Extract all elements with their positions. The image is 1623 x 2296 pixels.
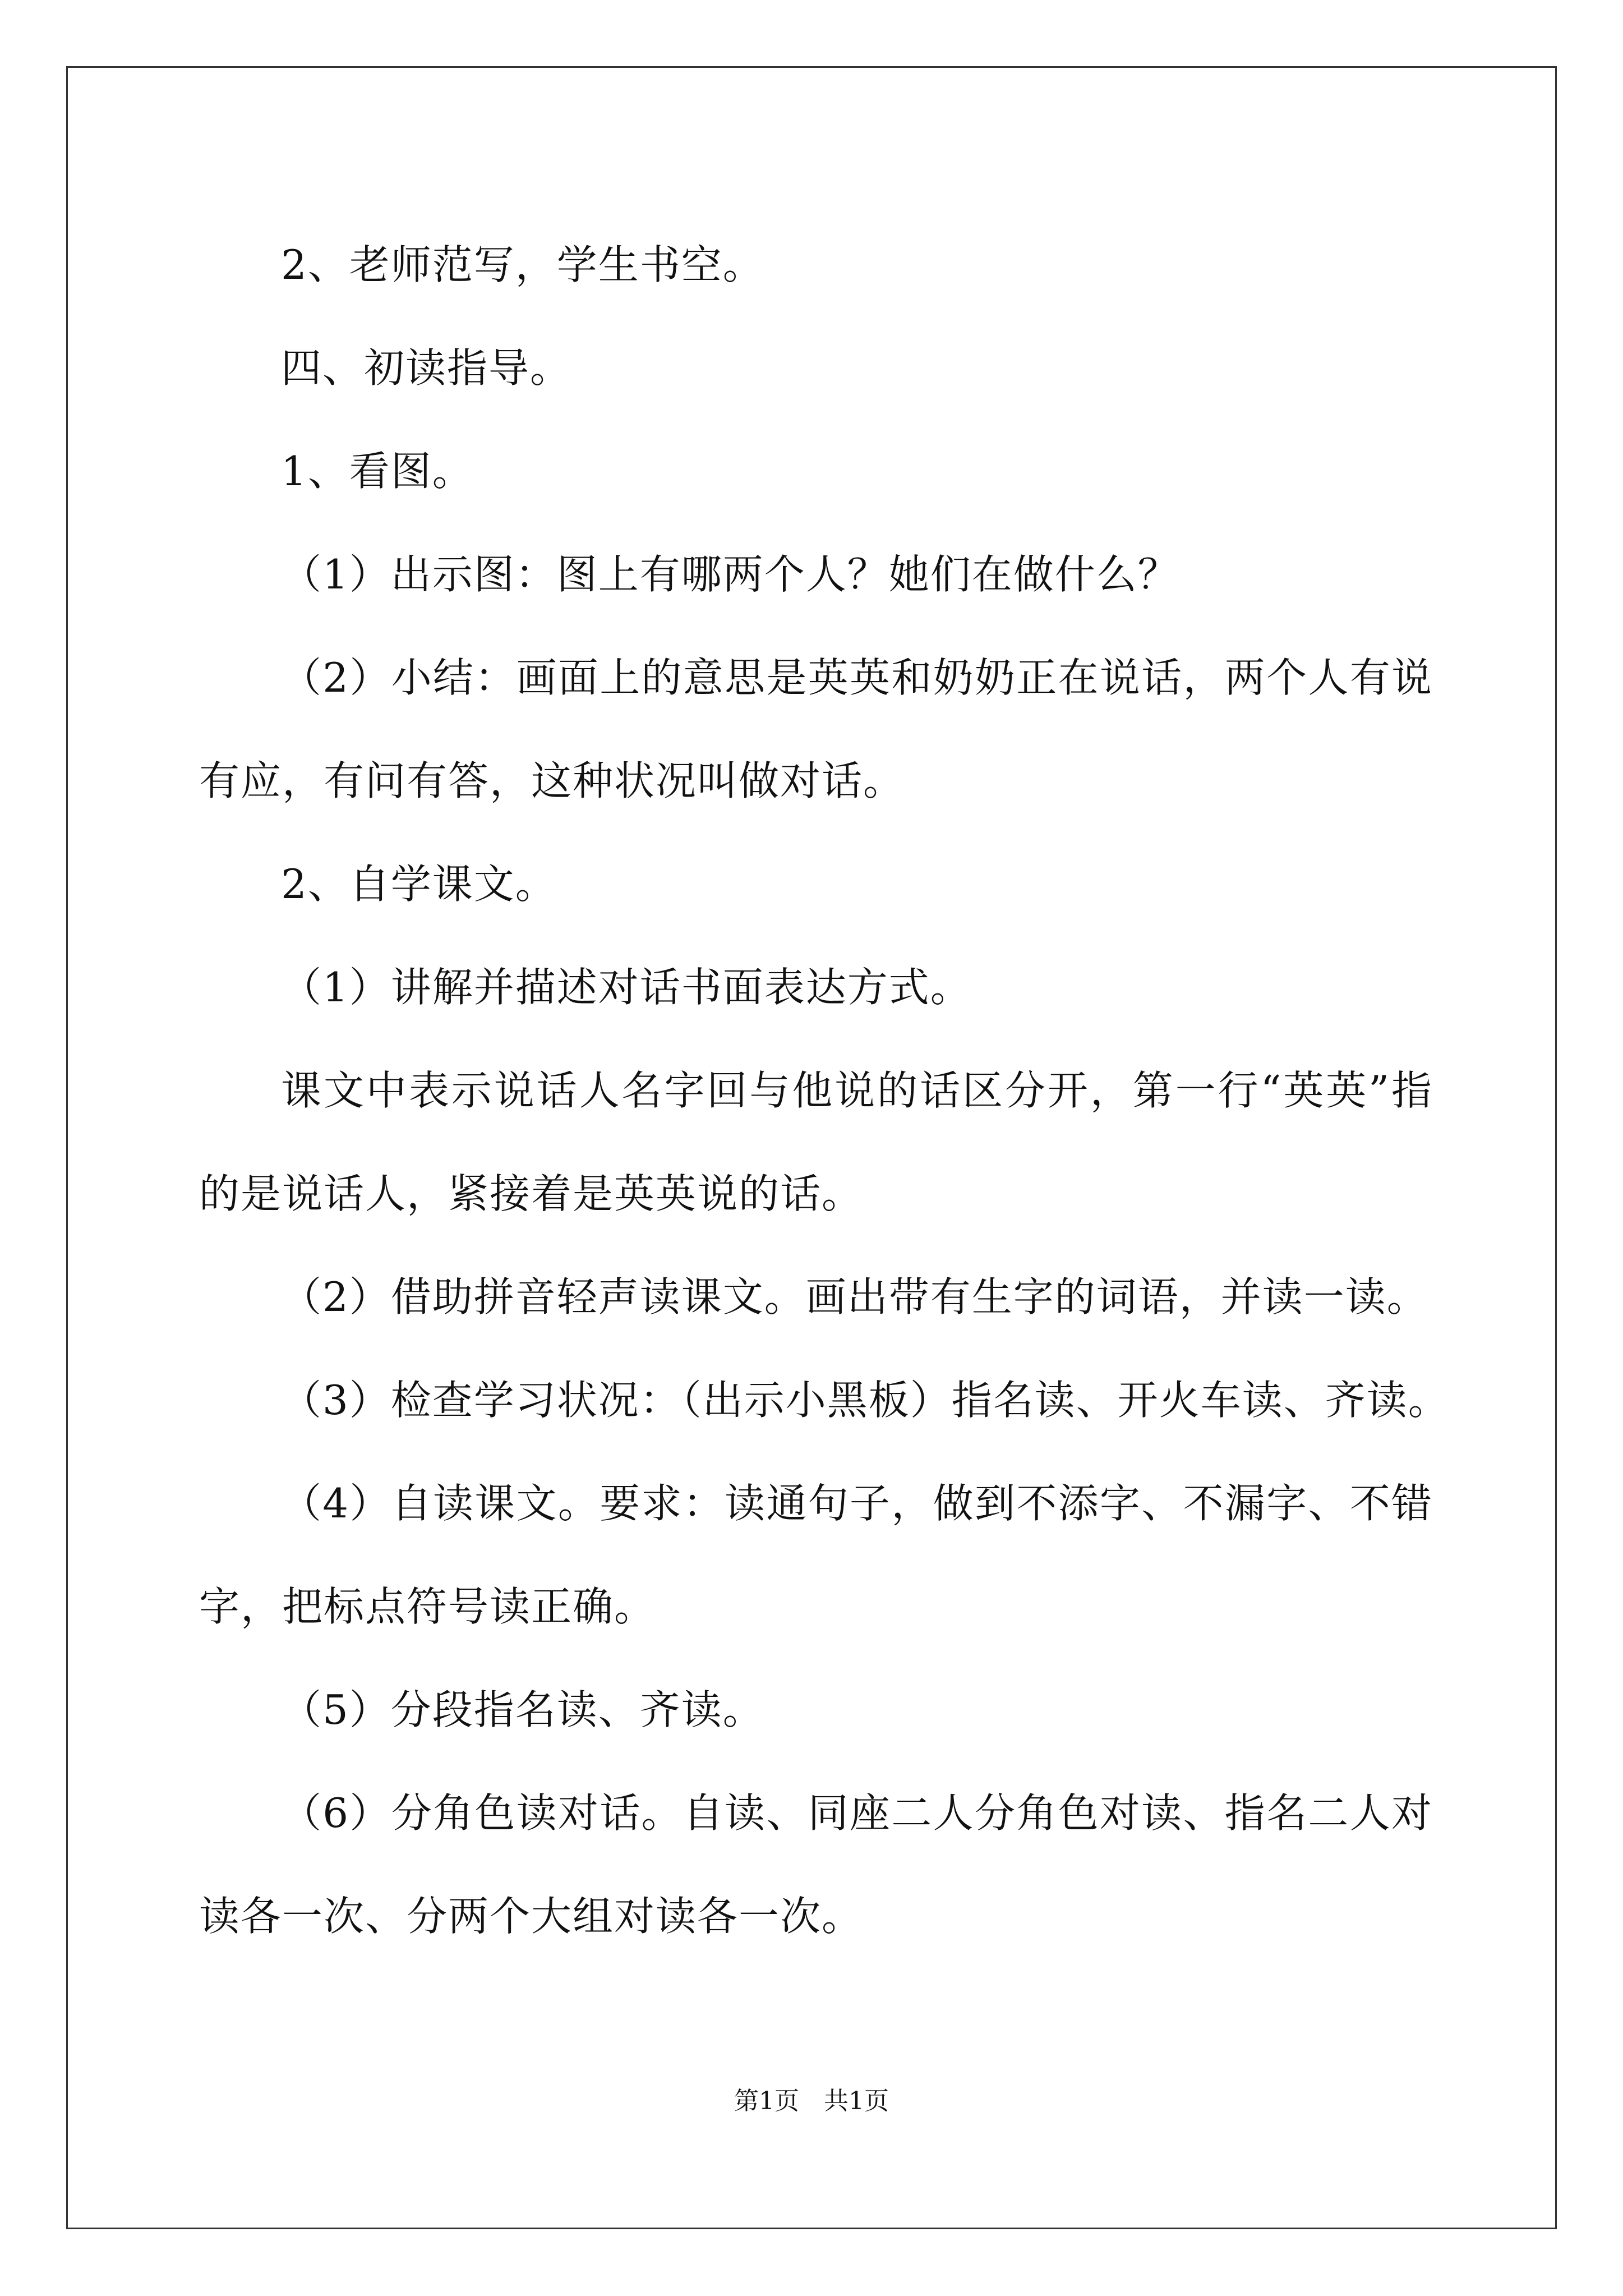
paragraph-look-picture: 1、看图。 <box>281 448 474 495</box>
page-footer: 第1页 共1页 <box>734 2087 889 2115</box>
paragraph-self-read: （4）自读课文。要求：读通句子，做到不添字、不漏字、不错字，把标点符号读正确。 <box>199 1480 1433 1630</box>
paragraph-teacher-demo: 2、老师范写，学生书空。 <box>281 241 764 288</box>
paragraph-explain-dialogue: （1）讲解并描述对话书面表达方式。 <box>281 964 972 1011</box>
paragraph-text-explanation: 课文中表示说话人名字回与他说的话区分开，第一行“英英”指的是说话人，紧接着是英英说的话。 <box>199 1067 1433 1217</box>
paragraph-section-four: 四、初读指导。 <box>281 344 572 392</box>
paragraph-check-learning: （3）检查学习状况：（出示小黑板）指名读、开火车读、齐读。 <box>281 1377 1450 1424</box>
document-body <box>199 213 1450 1968</box>
paragraph-role-read: （6）分角色读对话。自读、同座二人分角色对读、指名二人对读各一次、分两个大组对读各一次。 <box>199 1789 1433 1940</box>
paragraph-pinyin-read: （2）借助拼音轻声读课文。画出带有生字的词语，并读一读。 <box>281 1273 1428 1320</box>
paragraph-show-picture: （1）出示图：图上有哪两个人？她们在做什么？ <box>281 551 1179 598</box>
paragraph-summary: （2）小结：画面上的意思是英英和奶奶正在说话，两个人有说有应，有问有答，这种状况叫做对话。 <box>199 654 1433 804</box>
paragraph-self-study: 2、自学课文。 <box>281 861 557 908</box>
paragraph-section-read: （5）分段指名读、齐读。 <box>281 1686 764 1733</box>
